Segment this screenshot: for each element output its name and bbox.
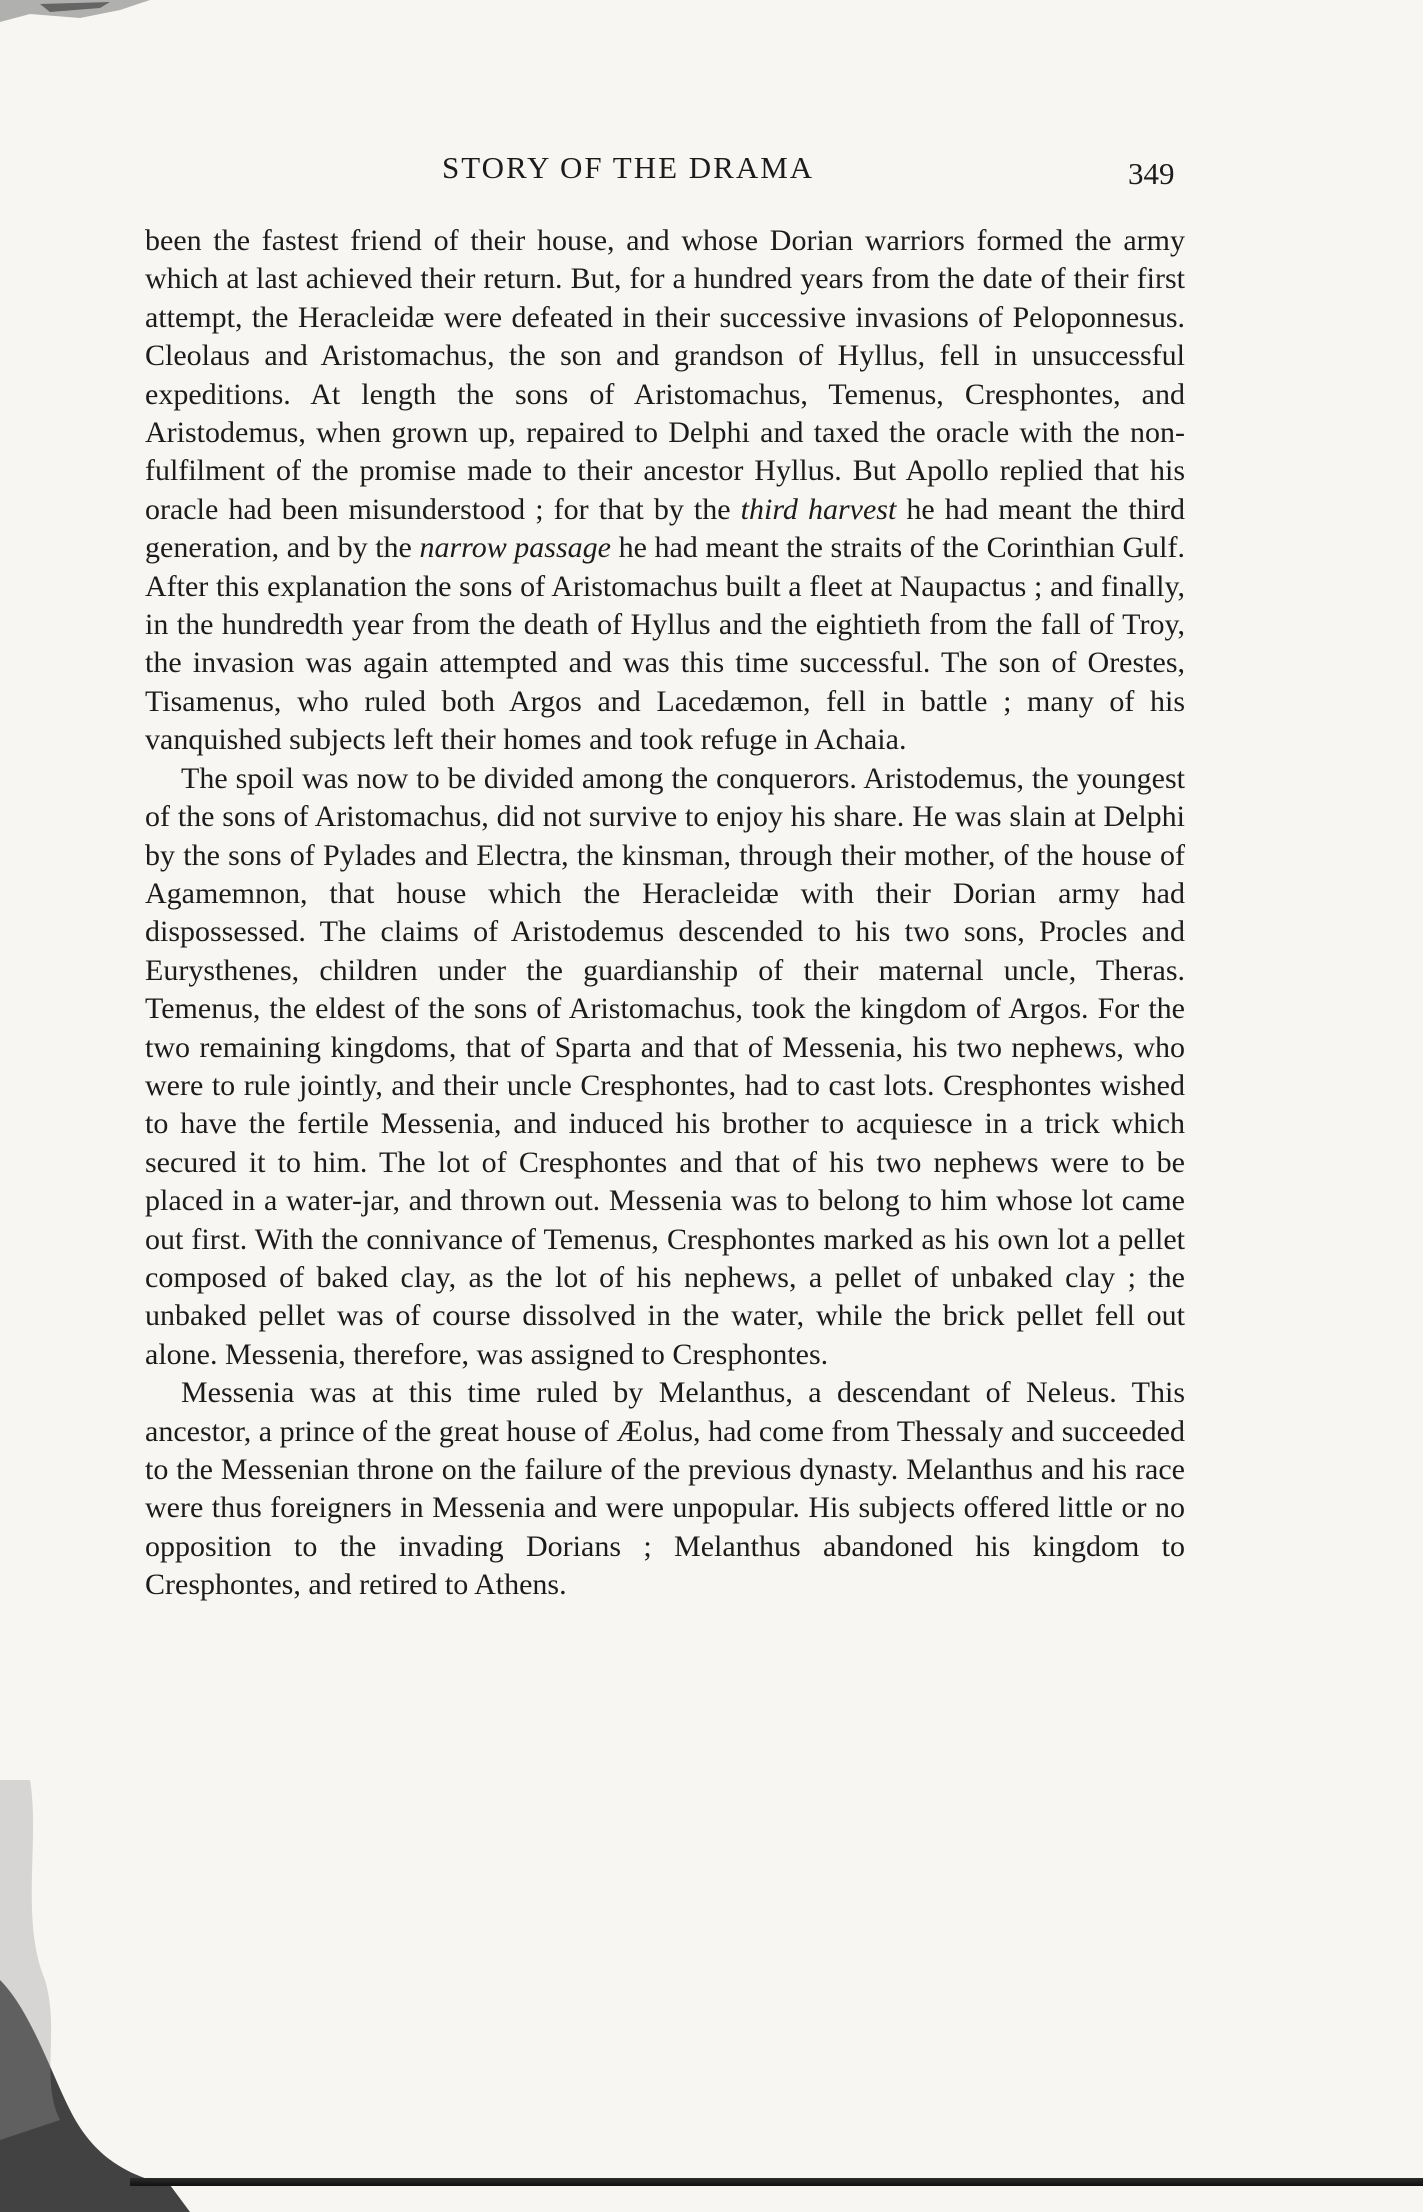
body-text [145, 222, 1185, 1605]
paragraph-2: The spoil was now to be divided among the conquerors. Aristodemus, the youngest of the sons of Aristomachus, did not survive to enjoy his share. He was slain at Delphi by the sons of Pylades and Electra, the kinsman, through their mother, of the house of Agamemnon, that house which the Heracleidæ with their Dorian army had dispossessed. The claims of Aristodemus descended to his two sons, Procles and Eurysthenes, children under the guardianship of their maternal uncle, Theras. Temenus, the eldest of the sons of Aristomachus, took the kingdom of Argos. For the two remaining kingdoms, that of Sparta and that of Messenia, his two nephews, who were to rule jointly, and their uncle Cresphontes, had to cast lots. Cresphontes wished to have the fertile Messenia, and induced his brother to acquiesce in a trick which secured it to him. The lot of Cresphontes and that of his two nephews were to be placed in a water-jar, and thrown out. Messenia was to belong to him whose lot came out first. With the connivance of Temenus, Cresphontes marked as his own lot a pellet composed of baked clay, as the lot of his nephews, a pellet of unbaked clay ; the unbaked pellet was of course dissolved in the water, while the brick pellet fell out alone. Messenia, therefore, was assigned to Cresphontes. [145, 761, 1185, 1371]
paragraph-1-part-a: been the fastest friend of their house, and whose Dorian warriors formed the army which at last achieved their return. But, for a hundred years from the date of their first attempt, the Heracleidæ were defeated in their successive invasions of Peloponnesus. Cleolaus and Aristomachus, the son and grandson of Hyllus, fell in unsuccessful expeditions. At length the sons of Aristomachus, Temenus, Cresphontes, and Aristodemus, when grown up, repaired to Delphi and taxed the oracle with the non-fulfilment of the promise made to their ancestor Hyllus. But Apollo replied that his oracle had been misunderstood ; for that by the [145, 224, 1185, 526]
scan-bottom-edge [130, 2178, 1423, 2186]
paragraph-1-part-c: he had meant the straits of the Corinthian Gulf. After this explanation the sons of Aristomachus built a fleet at Naupactus ; and finally, in the hundredth year from the death of Hyllus and the eightieth from the fall of Troy, the invasion was again attempted and was this time successful. The son of Orestes, Tisamenus, who ruled both Argos and Lacedæmon, fell in battle ; many of his vanquished subjects left their homes and took refuge in Achaia. [145, 531, 1185, 757]
page-number: 349 [1128, 156, 1175, 191]
scan-smudge-bottom-left [0, 1780, 190, 2212]
paragraph-1-part-b: he had meant the third generation, and by the [145, 492, 1185, 565]
italic-third-harvest: third harvest [740, 492, 897, 526]
scan-smudge-top-left [0, 0, 160, 40]
page-header [0, 150, 1423, 198]
paragraph-1 [145, 222, 1185, 760]
italic-narrow-passage: narrow passage [419, 531, 611, 565]
running-title: STORY OF THE DRAMA [442, 150, 815, 185]
paragraph-3: Messenia was at this time ruled by Melanthus, a descendant of Neleus. This ancestor, a prince of the great house of Æolus, had come from Thessaly and succeeded to the Messenian throne on the failure of the previous dynasty. Melanthus and his race were thus foreigners in Messenia and were unpopular. His subjects offered little or no opposition to the invading Dorians ; Melanthus abandoned his kingdom to Cresphontes, and retired to Athens. [145, 1376, 1185, 1602]
